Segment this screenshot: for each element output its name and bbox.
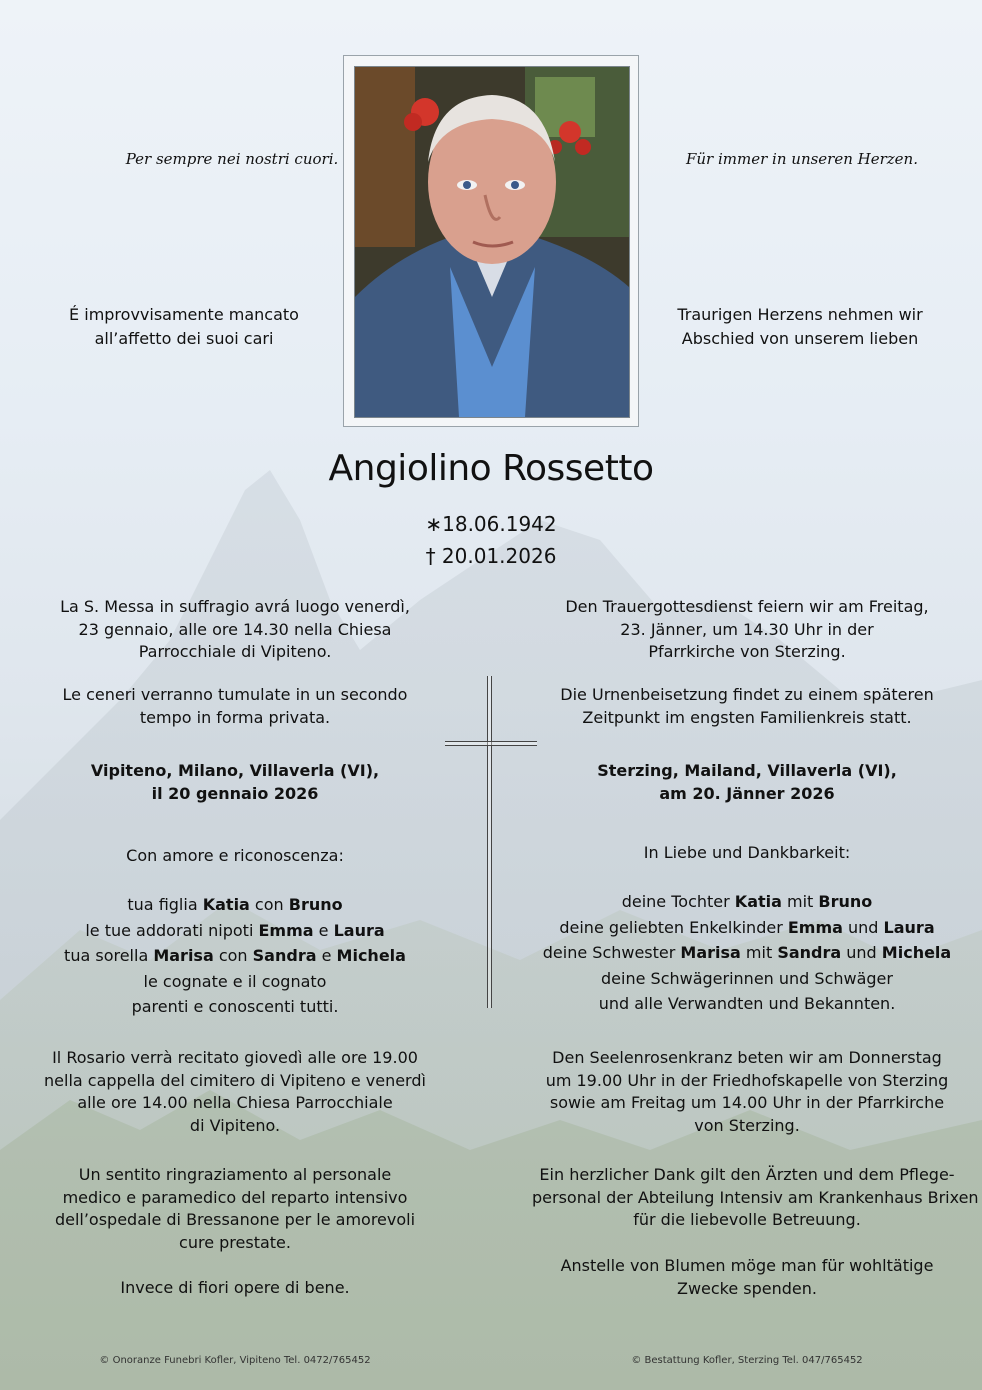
- intro-german: [640, 303, 960, 351]
- family-name: Michela: [336, 946, 406, 965]
- motto-italian: Per sempre nei nostri cuori.: [125, 150, 339, 168]
- text-line: medico e paramedico del reparto intensivo: [62, 1187, 408, 1207]
- thanks-notice: [532, 1164, 979, 1232]
- family-text: und: [842, 917, 884, 937]
- family-text: con: [249, 895, 289, 914]
- text-line: alle ore 14.00 nella Chiesa Parrocchiale: [77, 1093, 393, 1112]
- family-name: Sandra: [777, 943, 842, 962]
- family-text: e: [316, 946, 337, 965]
- text-line: Zeitpunkt im engsten Familienkreis statt.: [582, 707, 912, 727]
- family-line: [532, 991, 962, 1017]
- text-line: von Sterzing.: [694, 1115, 800, 1135]
- text-line: Il Rosario verrà recitato giovedì alle ore 19.00: [52, 1048, 418, 1067]
- ashes-notice: [20, 684, 450, 729]
- family-name: Marisa: [153, 946, 214, 965]
- cross-vertical: [487, 676, 492, 1008]
- mass-announcement: [532, 596, 962, 664]
- family-text: mit: [781, 892, 819, 911]
- family-name: Bruno: [288, 895, 343, 914]
- text-line: Le ceneri verranno tumulate in un secondo: [62, 685, 408, 704]
- death-date: † 20.01.2026: [425, 544, 557, 568]
- place-date: [532, 760, 962, 805]
- footer-credit-italian: © Onoranze Funebri Kofler, Vipiteno Tel. 0472/765452: [99, 1355, 371, 1366]
- family-text: deine Schwägerinnen und Schwäger: [601, 968, 893, 988]
- cross-horizontal: [445, 741, 537, 746]
- family-text: e: [313, 920, 334, 940]
- rosary-notice: [532, 1047, 962, 1137]
- family-line: [532, 889, 962, 915]
- text-line: für die liebevolle Betreuung.: [633, 1210, 861, 1229]
- family-name: Bruno: [818, 892, 873, 911]
- family-line: [532, 966, 962, 992]
- family-name: Sandra: [252, 946, 317, 965]
- family-text: und: [841, 943, 882, 962]
- family-list: [20, 892, 450, 1020]
- portrait-frame: [343, 55, 639, 427]
- family-text: deine Tochter: [621, 892, 735, 911]
- text-line: Die Urnenbeisetzung findet zu einem späteren: [560, 685, 934, 704]
- family-text: parenti e conoscenti tutti.: [131, 997, 339, 1016]
- text-line: Sterzing, Mailand, Villaverla (VI),: [597, 761, 897, 780]
- family-name: Emma: [258, 920, 314, 940]
- footer-credit-german: © Bestattung Kofler, Sterzing Tel. 047/765452: [631, 1355, 863, 1366]
- family-text: deine Schwester: [542, 943, 681, 962]
- text-line: di Vipiteno.: [189, 1115, 281, 1135]
- intro-line: É improvvisamente mancato: [69, 305, 299, 324]
- family-name: Emma: [787, 917, 843, 937]
- flowers-notice: [532, 1255, 962, 1300]
- family-line: [20, 969, 450, 995]
- intro-line: Traurigen Herzens nehmen wir: [677, 305, 923, 324]
- family-list: [532, 889, 962, 1017]
- life-dates: [0, 508, 982, 572]
- text-line: Parrocchiale di Vipiteno.: [138, 642, 332, 661]
- mass-announcement: [20, 596, 450, 664]
- family-text: tua sorella: [64, 946, 154, 965]
- family-line: [532, 915, 962, 941]
- text-line: Pfarrkirche von Sterzing.: [648, 642, 846, 661]
- deceased-name: Angiolino Rossetto: [328, 448, 654, 489]
- family-text: mit: [740, 943, 778, 962]
- family-text: und alle Verwandten und Bekannten.: [598, 994, 896, 1013]
- text-line: 23 gennaio, alle ore 14.30 nella Chiesa: [78, 619, 392, 639]
- text-line: Anstelle von Blumen möge man für wohltätige: [560, 1256, 934, 1275]
- text-line: am 20. Jänner 2026: [659, 783, 835, 803]
- motto-german: Für immer in unseren Herzen.: [685, 150, 918, 168]
- portrait-photo: [354, 66, 630, 418]
- text-line: nella cappella del cimitero di Vipiteno e venerdì: [44, 1070, 426, 1090]
- intro-italian: [24, 303, 344, 351]
- text-line: Ein herzlicher Dank gilt den Ärzten und dem Pflege-: [539, 1165, 955, 1184]
- family-line: [20, 892, 450, 918]
- thanks-notice: [20, 1164, 450, 1254]
- family-line: [532, 940, 962, 966]
- intro-line: Abschied von unserem lieben: [681, 329, 919, 348]
- family-text: le tue addorati nipoti: [85, 920, 259, 940]
- text-line: Den Trauergottesdienst feiern wir am Freitag,: [565, 597, 929, 616]
- text-line: um 19.00 Uhr in der Friedhofskapelle von Sterzing: [545, 1070, 949, 1090]
- text-line: Zwecke spenden.: [676, 1278, 817, 1298]
- greeting: Con amore e riconoscenza:: [126, 846, 344, 865]
- family-text: deine geliebten Enkelkinder: [559, 917, 788, 937]
- family-name: Laura: [333, 920, 385, 940]
- text-line: Vipiteno, Milano, Villaverla (VI),: [90, 761, 380, 780]
- text-line: Un sentito ringraziamento al personale: [78, 1165, 392, 1184]
- text-line: Den Seelenrosenkranz beten wir am Donnerstag: [552, 1048, 942, 1067]
- family-text: con: [213, 946, 253, 965]
- family-name: Laura: [883, 917, 935, 937]
- place-date: [20, 760, 450, 805]
- rosary-notice: [20, 1047, 450, 1137]
- text-line: dell’ospedale di Bressanone per le amorevoli: [54, 1210, 416, 1229]
- family-text: tua figlia: [127, 895, 203, 914]
- text-line: personal der Abteilung Intensiv am Krankenhaus Brixen: [532, 1187, 979, 1207]
- family-name: Michela: [881, 943, 952, 962]
- family-line: [20, 994, 450, 1020]
- intro-line: all’affetto dei suoi cari: [94, 329, 274, 348]
- text-line: sowie am Freitag um 14.00 Uhr in der Pfarrkirche: [549, 1093, 945, 1112]
- family-text: le cognate e il cognato: [143, 971, 327, 991]
- birth-date: ∗18.06.1942: [425, 512, 557, 536]
- flowers-notice: Invece di fiori opere di bene.: [120, 1278, 350, 1297]
- text-line: il 20 gennaio 2026: [151, 783, 319, 803]
- family-name: Katia: [734, 892, 782, 911]
- family-line: [20, 943, 450, 969]
- text-line: La S. Messa in suffragio avrá luogo venerdì,: [60, 597, 410, 616]
- greeting: In Liebe und Dankbarkeit:: [643, 843, 851, 862]
- family-line: [20, 918, 450, 944]
- family-name: Marisa: [680, 943, 741, 962]
- text-line: cure prestate.: [179, 1232, 291, 1252]
- text-line: 23. Jänner, um 14.30 Uhr in der: [620, 619, 874, 639]
- text-line: tempo in forma privata.: [139, 707, 331, 727]
- ashes-notice: [532, 684, 962, 729]
- family-name: Katia: [202, 895, 250, 914]
